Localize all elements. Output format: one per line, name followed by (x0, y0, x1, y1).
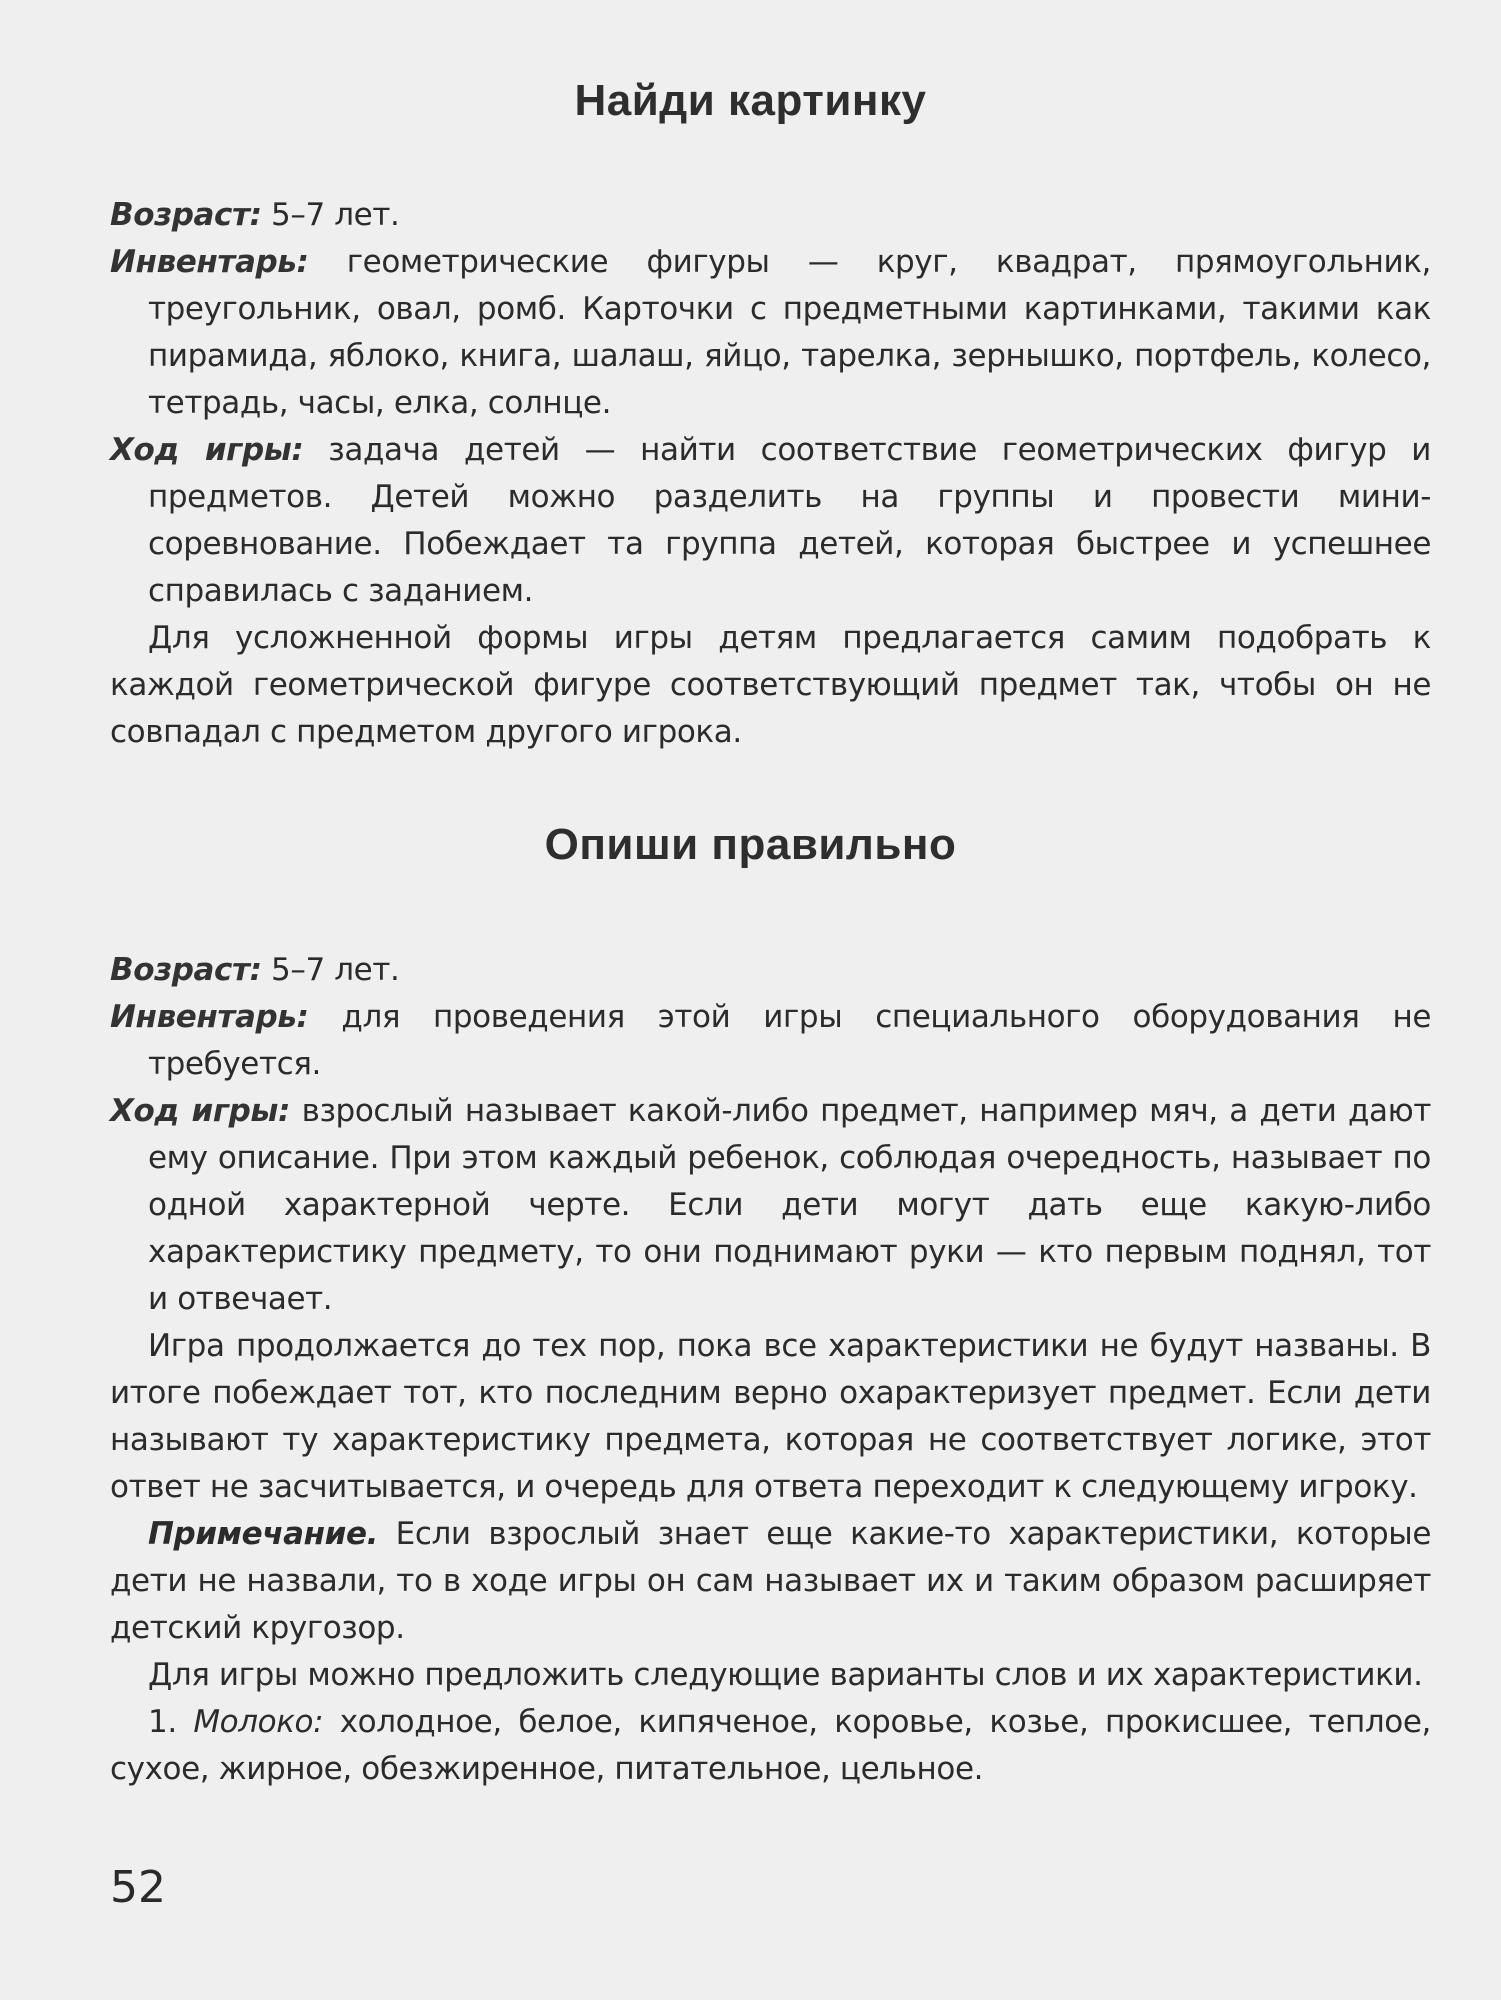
inventory-label: Инвентарь: (110, 244, 309, 280)
list-item-word: Молоко: (193, 1704, 324, 1740)
paragraph: Игра продолжается до тех пор, пока все характеристики не будут названы. В итоге побеждает тот, кто последним верно охарактеризует предмет. Если дети называют ту характеристику предмета, которая не соответствует логике, этот ответ не засчитывается, и очередь для ответа переходит к следующему игроку. (110, 1328, 1431, 1505)
section-describe-correctly (110, 947, 1431, 1793)
inventory-line (110, 239, 1431, 427)
section-title-describe-correctly: Опиши правильно (544, 820, 957, 869)
list-item (110, 1699, 1431, 1793)
age-value: 5–7 лет. (261, 197, 400, 233)
paragraph: Для игры можно предложить следующие варианты слов и их характеристики. (148, 1657, 1423, 1693)
game-course-label: Ход игры: (110, 1093, 291, 1129)
inventory-label: Инвентарь: (110, 999, 309, 1035)
section-find-picture (110, 192, 1431, 756)
inventory-text: для проведения этой игры специального оборудования не требуется. (148, 999, 1431, 1082)
age-value: 5–7 лет. (261, 952, 400, 988)
game-course-text: задача детей — найти соответствие геометрических фигур и предметов. Детей можно разделить на группы и провести мини-соревнование. Побеждает та группа детей, которая быстрее и успешнее справилась с заданием. (148, 432, 1431, 609)
page-number: 52 (110, 1862, 166, 1913)
inventory-text: геометрические фигуры — круг, квадрат, прямоугольник, треугольник, овал, ромб. Карточки с предметными картинками, такими как пирамида, яблоко, книга, шалаш, яйцо, тарелка, зернышко, портфель, колесо, тетрадь, часы, елка, солнце. (148, 244, 1431, 421)
age-line (110, 947, 1431, 994)
list-item-text: холодное, белое, кипяченое, коровье, козье, прокисшее, теплое, сухое, жирное, обезжиренное, питательное, цельное. (110, 1704, 1431, 1787)
section-title-find-picture: Найди картинку (574, 76, 927, 125)
extra-paragraph: Для усложненной формы игры детям предлагается самим подобрать к каждой геометрической фигуре соответствующий предмет так, чтобы он не совпадал с предметом другого игрока. (110, 620, 1431, 750)
note-label: Примечание. (148, 1516, 378, 1552)
game-course-text: взрослый называет какой-либо предмет, например мяч, а дети дают ему описание. При этом каждый ребенок, соблюдая очередность, называет по одной характерной черте. Если дети могут дать еще какую-либо характеристику предмету, то они поднимают руки — кто первым поднял, тот и отвечает. (148, 1093, 1432, 1317)
game-course-line (110, 1088, 1431, 1323)
list-item-number: 1. (148, 1704, 194, 1740)
note-text: Если взрослый знает еще какие-то характеристики, которые дети не назвали, то в ходе игры он сам называет их и таким образом расширяет детский кругозор. (110, 1516, 1431, 1646)
game-course-label: Ход игры: (110, 432, 304, 468)
inventory-line (110, 994, 1431, 1088)
game-course-line (110, 427, 1431, 615)
note-paragraph (110, 1511, 1431, 1652)
age-label: Возраст: (110, 197, 262, 233)
age-line (110, 192, 1431, 239)
age-label: Возраст: (110, 952, 262, 988)
